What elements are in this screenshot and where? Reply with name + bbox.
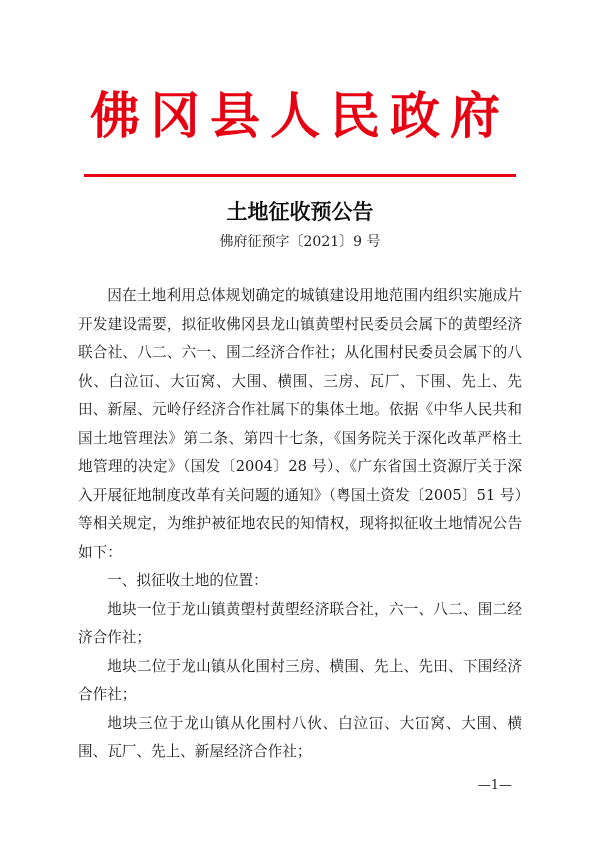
page-number: —1—	[477, 778, 512, 793]
body-paragraph: 一、拟征收土地的位置：	[107, 572, 268, 589]
body-paragraph: 地块三位于龙山镇从化围村八伙、白泣冚、大冚窝、大围、横围、瓦厂、先上、新屋经济合作社；	[78, 714, 522, 760]
document-title: 土地征收预公告	[226, 200, 374, 224]
body-paragraph: 地块二位于龙山镇从化围村三房、横围、先上、先田、下围经济合作社；	[78, 657, 522, 703]
body-paragraph: 因在土地利用总体规划确定的城镇建设用地范围内组织实施成片开发建设需要，拟征收佛冈县龙山镇黄塱村民委员会属下的黄塱经济联合社、八二、六一、围二经济合作社；从化围村民委员会属下的八伙、白泣冚、大冚窝、大围、横围、三房、瓦厂、下围、先上、先田、新屋、元岭仔经济合作社属下的集体土地。依据《中华人民共和国土地管理法》第二条、第四十七条，《国务院关于深化改革严格土地管理的决定》（国发〔2004〕28 号）、《广东省国土资源厅关于深入开展征地制度改革有关问题的通知》（粤国土资发〔2005〕51 号）等相关规定，为维护被征地农民的知情权，现将拟征收土地情况公告如下：	[78, 287, 522, 561]
document-body	[78, 282, 522, 767]
red-separator-line	[84, 174, 516, 177]
body-paragraph: 地块一位于龙山镇黄塱村黄塱经济联合社，六一、八二、围二经济合作社；	[78, 600, 522, 646]
issuing-authority-masthead: 佛冈县人民政府	[90, 86, 510, 145]
document-number: 佛府征预字〔2021〕9 号	[219, 234, 381, 250]
